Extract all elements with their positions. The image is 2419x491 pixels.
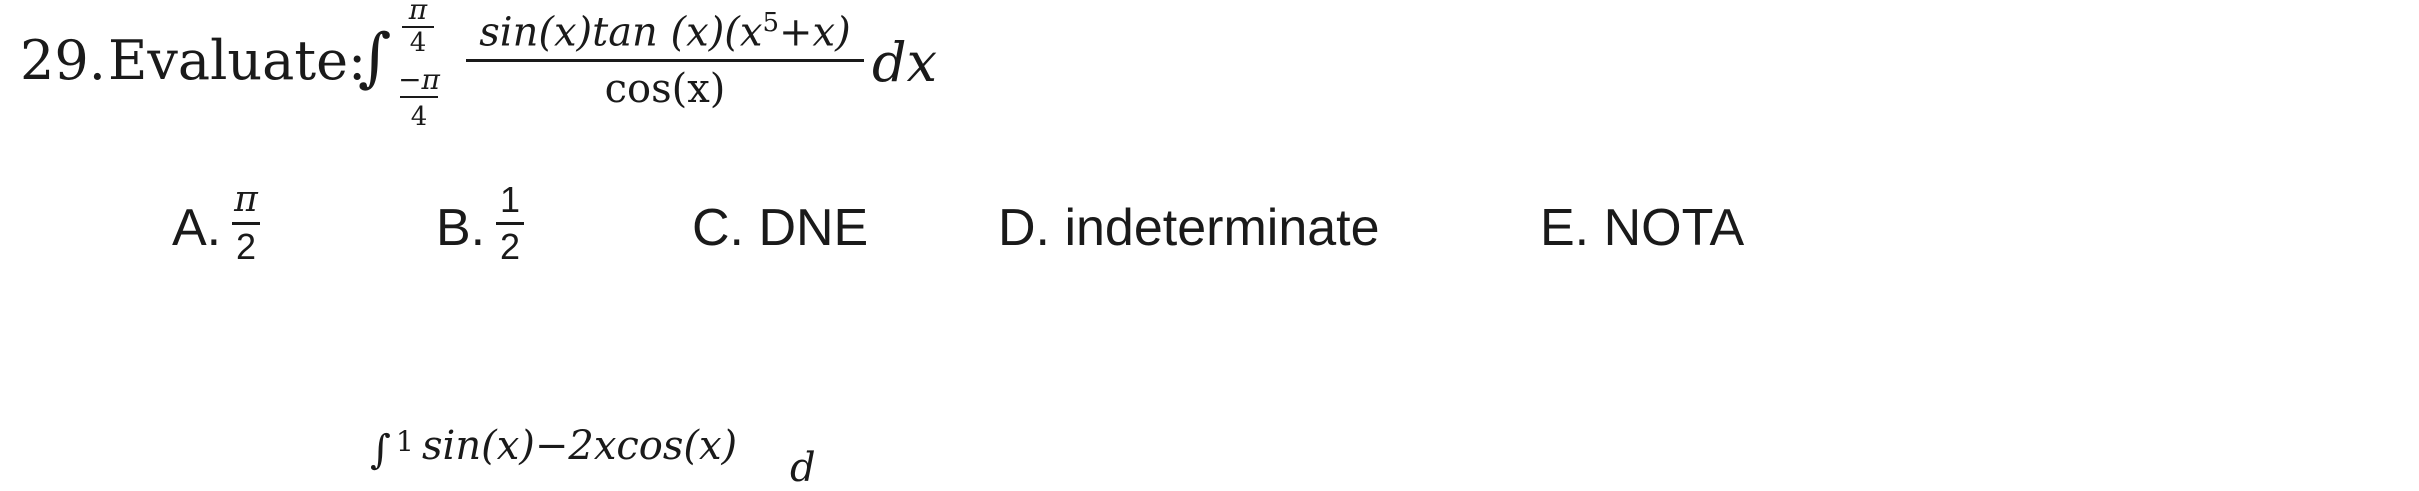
choice-b-fraction <box>492 179 528 267</box>
question-29 <box>20 0 1000 150</box>
choice-a-letter: A. <box>172 199 222 257</box>
choice-e[interactable] <box>1540 192 1760 282</box>
choice-e-text: E. NOTA <box>1540 199 1745 257</box>
integrand-exponent: 5 <box>762 8 780 38</box>
question-30-partial <box>360 423 860 491</box>
lower-limit-fraction-bar <box>400 96 438 98</box>
integrand-fraction <box>466 8 864 113</box>
integrand-fraction-bar <box>466 59 864 62</box>
integrand-denominator: cos(x) <box>604 66 726 113</box>
choice-b-letter: B. <box>436 199 486 257</box>
choice-a-fraction <box>228 179 264 267</box>
q30-upper-limit: 1 <box>396 425 414 458</box>
integrand-numerator-tail: +x) <box>779 9 851 56</box>
upper-limit-denominator: 4 <box>409 28 427 58</box>
question-number: 29. <box>20 29 106 92</box>
choice-a-numerator: π <box>234 179 258 220</box>
choice-b[interactable] <box>436 179 556 282</box>
choice-c[interactable] <box>692 192 892 282</box>
choice-a-fraction-bar <box>232 222 260 225</box>
choice-d-text: D. indeterminate <box>998 199 1380 257</box>
differential: dx <box>872 31 938 94</box>
integral-upper-limit <box>398 0 438 56</box>
q30-differential: d <box>790 445 816 491</box>
integral-lower-limit <box>396 63 442 132</box>
choice-d[interactable] <box>998 192 1418 282</box>
integrand-numerator <box>466 8 864 56</box>
choice-b-fraction-bar <box>496 222 524 225</box>
lower-limit-denominator: 4 <box>410 102 428 132</box>
choice-c-text: C. DNE <box>692 199 869 257</box>
choice-b-denominator: 2 <box>499 226 521 267</box>
lower-limit-numerator: −π <box>398 63 440 96</box>
q30-integrand-numerator: sin(x)−2xcos(x) <box>422 423 738 469</box>
choice-b-numerator: 1 <box>499 179 521 220</box>
choice-a[interactable] <box>172 179 292 282</box>
question-prompt: Evaluate: <box>108 29 367 92</box>
integral-sign: ∫ <box>358 21 392 95</box>
q30-integral-sign: ∫ <box>370 427 391 473</box>
upper-limit-numerator: π <box>408 0 428 26</box>
integrand-numerator-base: sin(x)tan (x)(x <box>479 9 763 56</box>
choice-a-denominator: 2 <box>235 226 257 267</box>
